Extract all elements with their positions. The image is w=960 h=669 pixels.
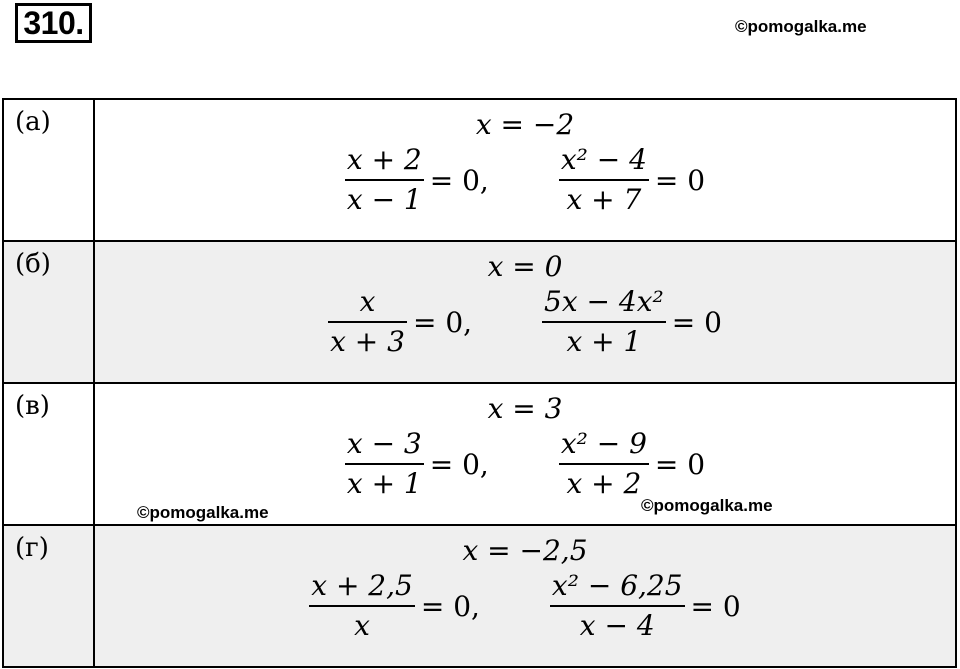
row-label: (б) <box>3 241 94 383</box>
equation-1 <box>345 427 489 501</box>
equals-zero: = 0 <box>690 589 741 623</box>
equals-zero: = 0, <box>420 589 480 623</box>
equation-1 <box>328 285 472 359</box>
equals-zero: = 0 <box>654 447 706 481</box>
equation-2 <box>550 569 741 643</box>
numerator: x − 3 <box>346 427 422 460</box>
denominator: x <box>309 605 415 643</box>
numerator: x² − 4 <box>560 143 647 176</box>
fraction <box>328 285 407 359</box>
math-cell <box>94 99 956 241</box>
equations <box>95 569 955 643</box>
fraction <box>345 427 424 501</box>
fraction <box>559 143 649 217</box>
equals-zero: = 0, <box>412 305 473 339</box>
task-table <box>2 98 957 668</box>
row-g <box>3 525 956 667</box>
watermark-top: ©pomogalka.me <box>735 17 867 36</box>
equals-zero: = 0 <box>671 305 722 339</box>
root-value: x = −2 <box>475 108 575 141</box>
denominator: x + 1 <box>542 321 666 359</box>
equals-zero: = 0, <box>429 447 489 481</box>
root-value: x = 3 <box>487 392 563 425</box>
watermark-middle-left: ©pomogalka.me <box>137 503 269 522</box>
row-label: (в) <box>3 383 94 525</box>
equation-1 <box>309 569 480 643</box>
fraction <box>345 143 424 217</box>
denominator: x + 1 <box>345 463 424 501</box>
numerator: x² − 9 <box>560 427 647 460</box>
fraction <box>309 569 415 643</box>
equation-2 <box>559 427 705 501</box>
equations <box>95 427 955 501</box>
row-label: (а) <box>3 99 94 241</box>
equation-2 <box>559 143 705 217</box>
equations <box>95 285 955 359</box>
fraction <box>542 285 666 359</box>
numerator: x + 2 <box>346 143 422 176</box>
denominator: x − 4 <box>550 605 685 643</box>
watermark-middle-right: ©pomogalka.me <box>641 496 773 515</box>
numerator: x² − 6,25 <box>551 569 683 602</box>
equation-2 <box>542 285 722 359</box>
denominator: x + 7 <box>559 179 649 217</box>
numerator: 5x − 4x² <box>544 285 664 318</box>
denominator: x + 2 <box>559 463 649 501</box>
row-label: (г) <box>3 525 94 667</box>
math-cell <box>94 525 956 667</box>
fraction <box>550 569 685 643</box>
equations <box>95 143 955 217</box>
equals-zero: = 0 <box>654 163 706 197</box>
math-cell <box>94 241 956 383</box>
problem-number: 310. <box>15 3 92 43</box>
root-value: x = −2,5 <box>462 534 588 567</box>
numerator: x <box>359 285 376 318</box>
root-value: x = 0 <box>487 250 563 283</box>
equals-zero: = 0, <box>429 163 489 197</box>
denominator: x + 3 <box>328 321 407 359</box>
numerator: x + 2,5 <box>311 569 413 602</box>
equation-1 <box>345 143 489 217</box>
row-b <box>3 241 956 383</box>
row-a <box>3 99 956 241</box>
denominator: x − 1 <box>345 179 424 217</box>
fraction <box>559 427 649 501</box>
